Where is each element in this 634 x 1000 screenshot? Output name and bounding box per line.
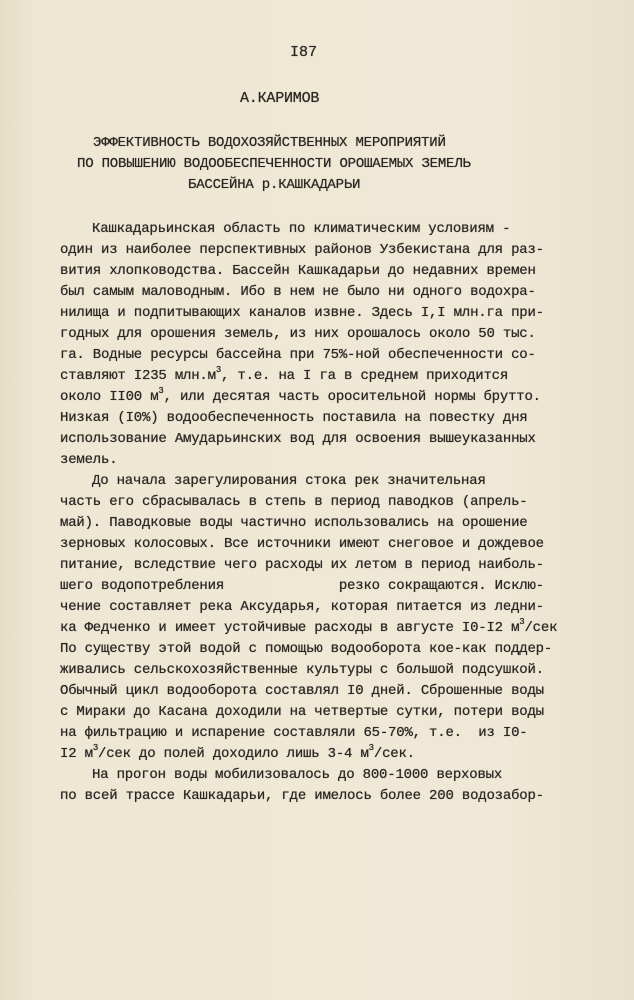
body-line-26-middle: /сек до полей доходило лишь 3-4 м [98, 746, 369, 762]
body-line-17: питание, вследствие чего расходы их летом в период наиболь- [60, 557, 544, 573]
body-line-10: Низкая (I0%) водообеспеченность поставила на повестку дня [60, 410, 528, 426]
body-line-6: годных для орошения земель, из них орошалось около 50 тыс. [60, 326, 536, 342]
body-line-26 [60, 745, 415, 763]
body-line-18: шего водопотребления резко сокращаются. Исклю- [60, 578, 544, 594]
title-line-1: ЭФФЕКТИВНОСТЬ ВОДОХОЗЯЙСТВЕННЫХ МЕРОПРИЯТИЙ [93, 135, 446, 151]
superscript-3: 3 [92, 743, 99, 754]
superscript-3: 3 [215, 365, 222, 376]
body-line-1: Кашкадарьинская область по климатическим условиям - [92, 221, 511, 237]
body-line-16: зерновых колосовых. Все источники имеют снеговое и дождевое [60, 536, 544, 552]
body-line-3: вития хлопководства. Бассейн Кашкадарьи до недавних времен [60, 263, 536, 279]
author-name: А.КАРИМОВ [240, 90, 320, 107]
body-line-8 [60, 367, 508, 385]
body-line-22: живались сельскохозяйственные культуры с большой подсушкой. [60, 662, 544, 678]
body-line-4: был самым маловодным. Ибо в нем не было ни одного водохра- [60, 284, 536, 300]
body-line-15: май). Паводковые воды частично использовались на орошение [60, 515, 528, 531]
body-line-2: один из наиболее перспективных районов Узбекистана для раз- [60, 242, 544, 258]
body-line-26-start: I2 м [60, 746, 93, 762]
superscript-3: 3 [519, 617, 525, 628]
title-line-2: ПО ПОВЫШЕНИЮ ВОДООБЕСПЕЧЕННОСТИ ОРОШАЕМЫХ ЗЕМЕЛЬ [77, 156, 471, 172]
body-line-26-end: /сек. [373, 746, 415, 762]
superscript-3: 3 [368, 743, 374, 754]
body-line-8-end: , т.е. на I га в среднем приходится [221, 368, 509, 384]
body-line-23: Обычный цикл водооборота составлял I0 дней. Сброшенные воды [60, 683, 544, 699]
body-line-9-start: около II00 м [60, 389, 159, 405]
body-line-7: га. Водные ресурсы бассейна при 75%-ной обеспеченности со- [60, 347, 536, 363]
body-line-13: До начала зарегулирования стока рек значительная [92, 473, 486, 489]
page-number: I87 [290, 44, 318, 61]
body-line-9 [60, 388, 541, 406]
body-line-24: с Мираки до Касана доходили на четвертые сутки, потери воды [60, 704, 544, 720]
body-line-14: часть его сбрасывалась в степь в период паводков (апрель- [60, 494, 528, 510]
body-line-5: нилища и подпитывающих каналов извне. Здесь I,I млн.га при- [60, 305, 544, 321]
body-line-20 [60, 619, 557, 637]
body-line-11: использование Амударьинских вод для освоения вышеуказанных [60, 431, 536, 447]
body-line-19: чение составляет река Аксударья, которая питается из ледни- [60, 599, 544, 615]
body-line-20-start: ка Федченко и имеет устойчивые расходы в августе I0-I2 м [60, 620, 520, 636]
body-line-20-end: /сек [524, 620, 558, 636]
superscript-3: 3 [158, 386, 164, 397]
title-line-3: БАССЕЙНА р.КАШКАДАРЬИ [188, 177, 361, 193]
body-line-9-end: , или десятая часть оросительной нормы брутто. [163, 389, 541, 405]
body-line-12: земель. [60, 452, 118, 468]
body-line-28: по всей трассе Кашкадарьи, где имелось более 200 водозабор- [60, 788, 544, 804]
body-line-21: По существу этой водой с помощью водооборота кое-как поддер- [60, 641, 553, 657]
body-line-25: на фильтрацию и испарение составляли 65-70%, т.е. из I0- [60, 725, 528, 741]
body-line-27: На прогон воды мобилизовалось до 800-1000 верховых [92, 767, 503, 783]
body-line-8-start: ставляют I235 млн.м [60, 368, 216, 384]
